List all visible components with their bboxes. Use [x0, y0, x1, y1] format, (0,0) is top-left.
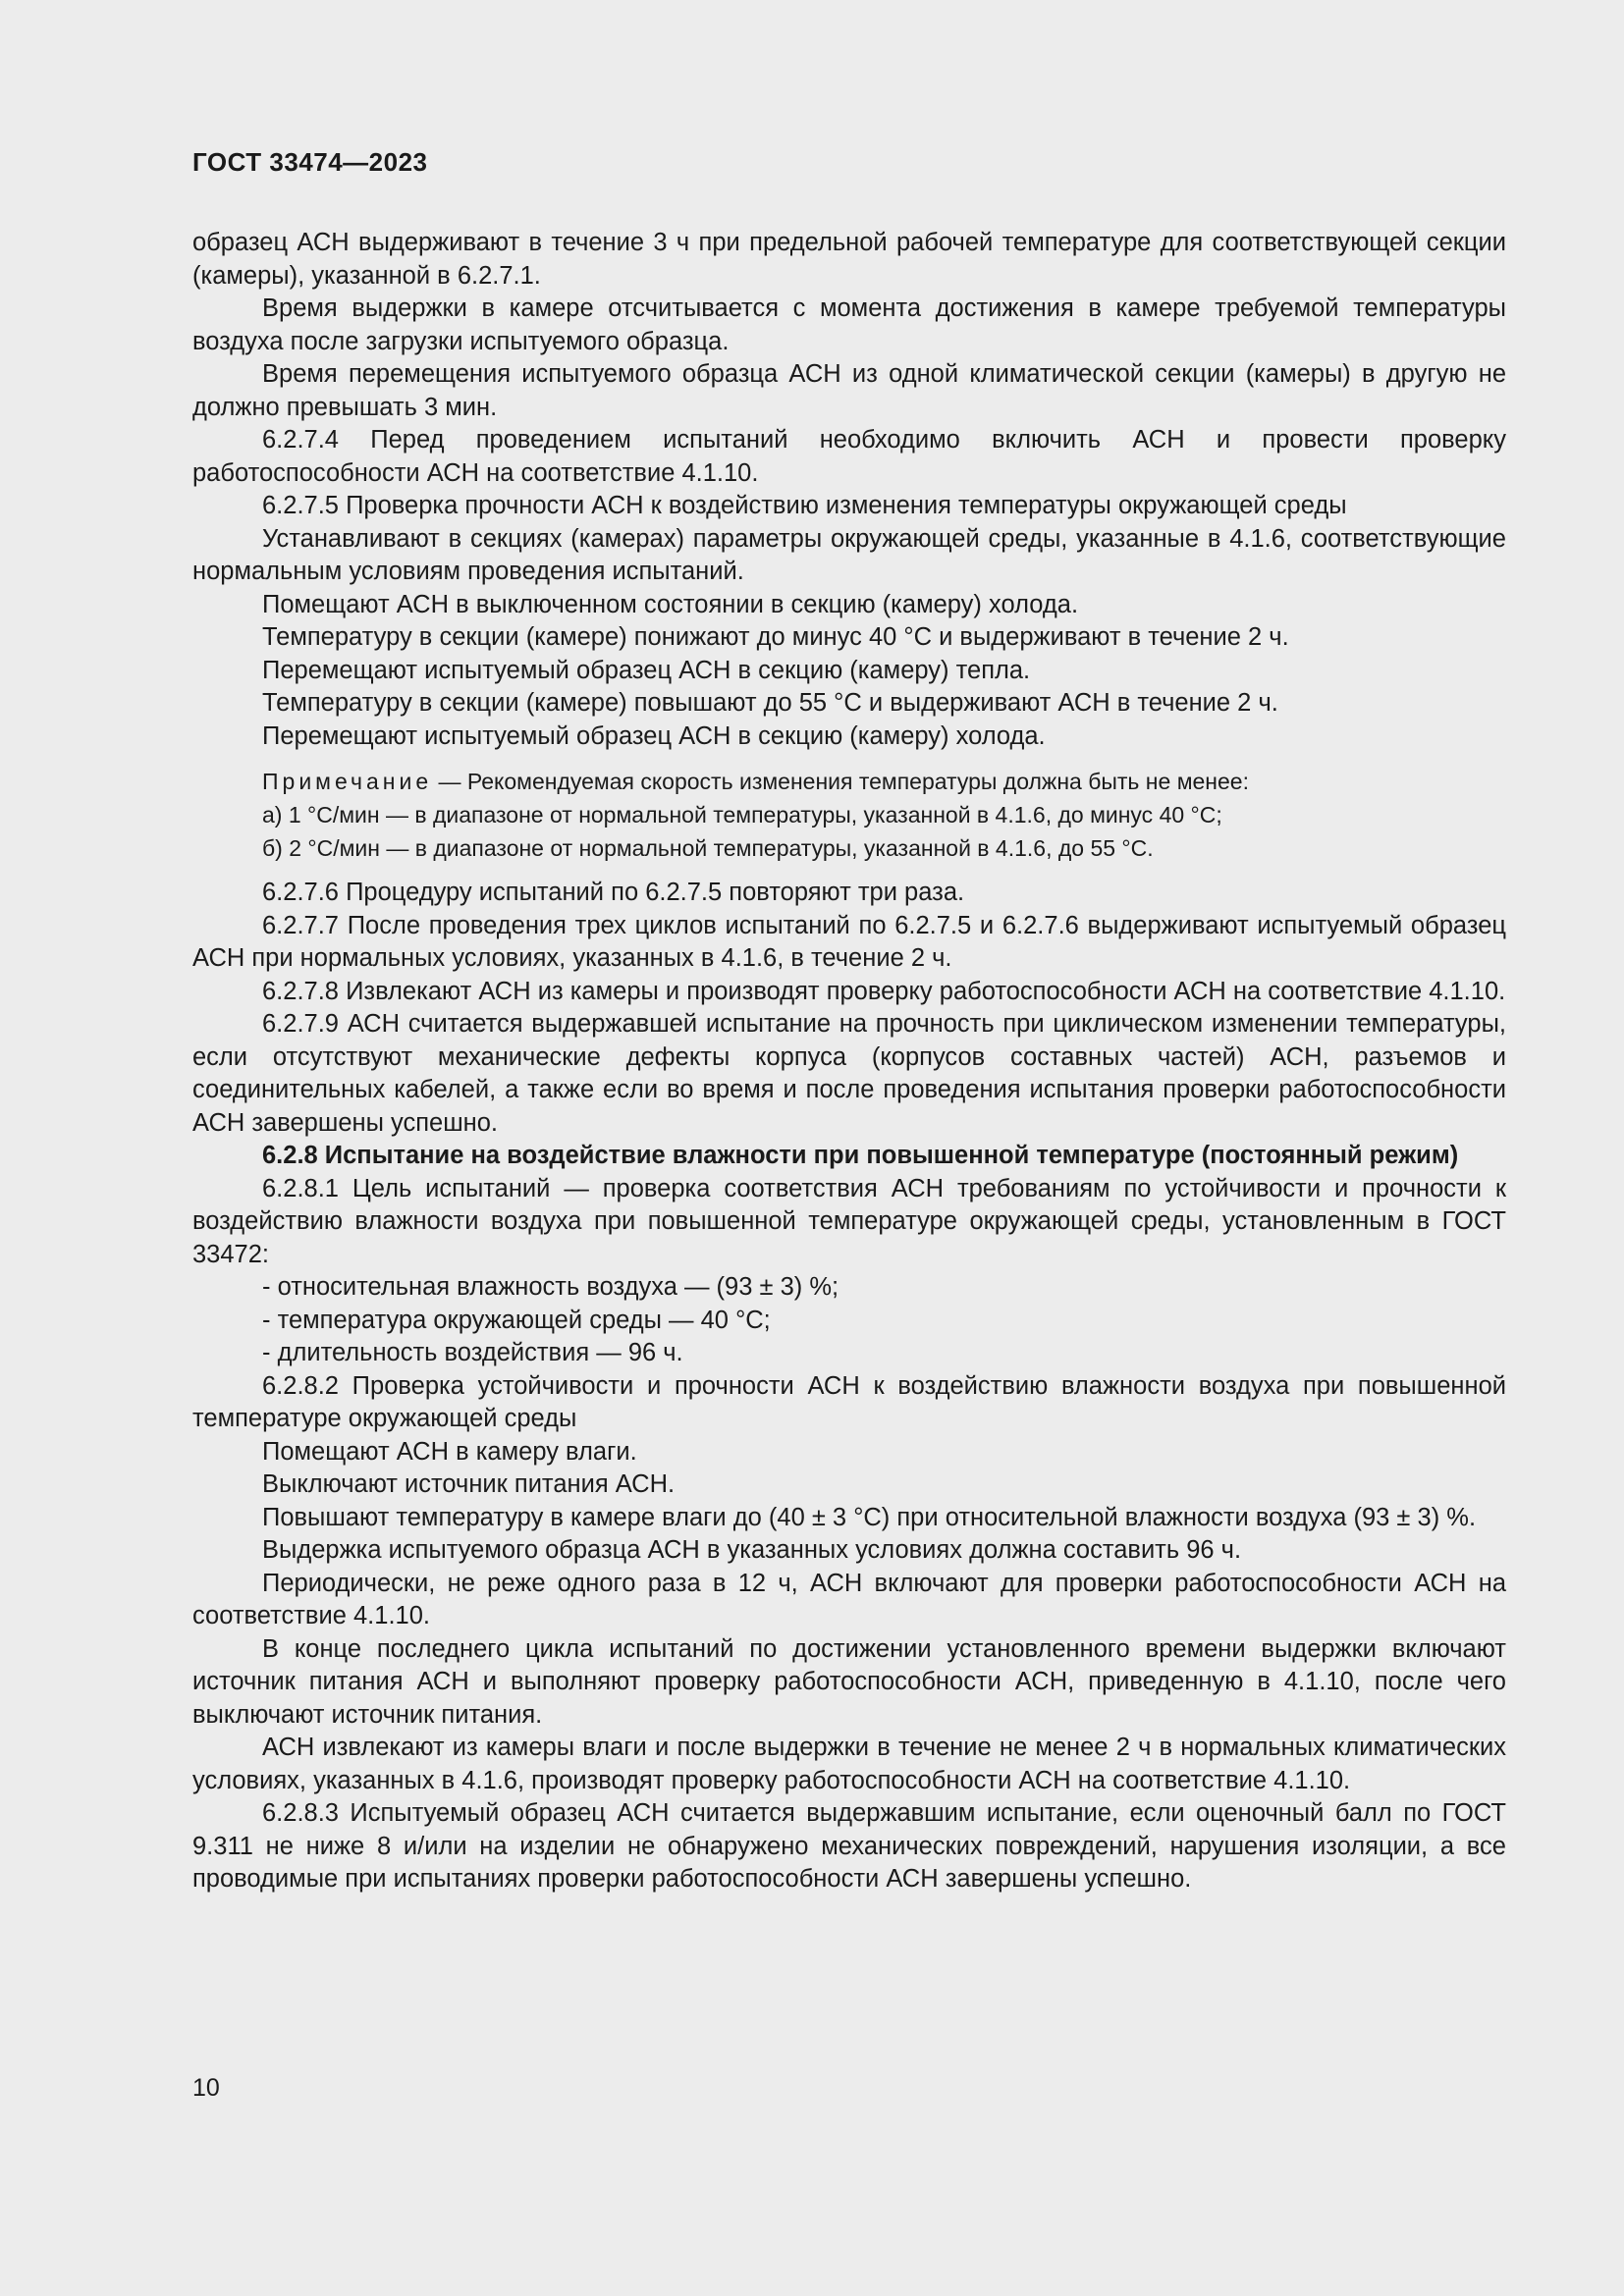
- paragraph: 6.2.8.3 Испытуемый образец АСН считается выдержавшим испытание, если оценочный балл по ГОСТ 9.311 не ниже 8 и/или на изделии не обнаружено механических повреждений, нарушения изоляции, а все проводимые при испытаниях проверки работоспособности АСН завершены успешно.: [192, 1799, 1506, 1893]
- paragraph: 6.2.7.8 Извлекают АСН из камеры и производят проверку работоспособности АСН на соответствие 4.1.10.: [262, 977, 1506, 1005]
- paragraph: В конце последнего цикла испытаний по достижении установленного времени выдержки включают источник питания АСН и выполняют проверку работоспособности АСН, приведенную в 4.1.10, после чего выключают источник питания.: [192, 1634, 1506, 1729]
- paragraph: Повышают температуру в камере влаги до (40 ± 3 °С) при относительной влажности воздуха (93 ± 3) %.: [262, 1503, 1477, 1531]
- list-item: - температура окружающей среды — 40 °С;: [262, 1306, 771, 1334]
- document-header: ГОСТ 33474—2023: [192, 147, 428, 177]
- page-number: 10: [192, 2074, 220, 2102]
- document-body: [192, 227, 1506, 1896]
- note-header: [192, 765, 1506, 798]
- note-title: Примечание: [262, 769, 433, 794]
- paragraph: 6.2.7.9 АСН считается выдержавшей испытание на прочность при циклическом изменении температуры, если отсутствуют механические дефекты корпуса (корпусов составных частей) АСН, разъемов и соединительных кабелей, а также если во время и после проведения испытания проверки работоспособности АСН завершены успешно.: [192, 1010, 1506, 1137]
- note-item-b: б) 2 °С/мин — в диапазоне от нормальной температуры, указанной в 4.1.6, до 55 °С.: [262, 835, 1154, 861]
- paragraph: Периодически, не реже одного раза в 12 ч, АСН включают для проверки работоспособности АСН на соответствие 4.1.10.: [192, 1569, 1506, 1629]
- paragraph: Перемещают испытуемый образец АСН в секцию (камеру) тепла.: [262, 656, 1031, 684]
- paragraph: Перемещают испытуемый образец АСН в секцию (камеру) холода.: [262, 721, 1046, 750]
- list-item: - длительность воздействия — 96 ч.: [262, 1339, 683, 1366]
- paragraph: 6.2.7.5 Проверка прочности АСН к воздействию изменения температуры окружающей среды: [262, 492, 1347, 519]
- paragraph: образец АСН выдерживают в течение 3 ч при предельной рабочей температуре для соответствующей секции (камеры), указанной в 6.2.7.1.: [192, 229, 1506, 290]
- paragraph: 6.2.7.7 После проведения трех циклов испытаний по 6.2.7.5 и 6.2.7.6 выдерживают испытуемый образец АСН при нормальных условиях, указанных в 4.1.6, в течение 2 ч.: [192, 911, 1506, 972]
- paragraph: АСН извлекают из камеры влаги и после выдержки в течение не менее 2 ч в нормальных климатических условиях, указанных в 4.1.6, производят проверку работоспособности АСН на соответствие 4.1.10.: [192, 1734, 1506, 1794]
- paragraph: Помещают АСН в выключенном состоянии в секцию (камеру) холода.: [262, 590, 1079, 618]
- paragraph: Выключают источник питания АСН.: [262, 1470, 676, 1498]
- note-block: [192, 765, 1506, 865]
- paragraph: Помещают АСН в камеру влаги.: [262, 1437, 637, 1466]
- note-item-a: а) 1 °С/мин — в диапазоне от нормальной температуры, указанной в 4.1.6, до минус 40 °С;: [262, 802, 1222, 828]
- paragraph: Устанавливают в секциях (камерах) параметры окружающей среды, указанные в 4.1.6, соответствующие нормальным условиям проведения испытаний.: [192, 524, 1506, 585]
- paragraph: 6.2.7.6 Процедуру испытаний по 6.2.7.5 повторяют три раза.: [262, 879, 965, 906]
- paragraph: Выдержка испытуемого образца АСН в указанных условиях должна составить 96 ч.: [262, 1536, 1242, 1564]
- list-item: - относительная влажность воздуха — (93 ± 3) %;: [262, 1273, 839, 1301]
- paragraph: Температуру в секции (камере) повышают до 55 °С и выдерживают АСН в течение 2 ч.: [262, 689, 1278, 717]
- paragraph: 6.2.8.1 Цель испытаний — проверка соответствия АСН требованиям по устойчивости и прочности к воздействию влажности воздуха при повышенной температуре окружающей среды, установленным в ГОСТ 33472:: [192, 1174, 1506, 1268]
- section-heading: 6.2.8 Испытание на воздействие влажности при повышенной температуре (постоянный режим): [262, 1142, 1459, 1169]
- paragraph: Время перемещения испытуемого образца АСН из одной климатической секции (камеры) в другую не должно превышать 3 мин.: [192, 360, 1506, 421]
- paragraph: Температуру в секции (камере) понижают до минус 40 °С и выдерживают в течение 2 ч.: [262, 623, 1289, 651]
- paragraph: Время выдержки в камере отсчитывается с момента достижения в камере требуемой температуры воздуха после загрузки испытуемого образца.: [192, 294, 1506, 355]
- paragraph: 6.2.8.2 Проверка устойчивости и прочности АСН к воздействию влажности воздуха при повышенной температуре окружающей среды: [192, 1371, 1506, 1432]
- note-text: — Рекомендуемая скорость изменения температуры должна быть не менее:: [432, 769, 1249, 794]
- paragraph: 6.2.7.4 Перед проведением испытаний необходимо включить АСН и провести проверку работоспособности АСН на соответствие 4.1.10.: [192, 426, 1506, 487]
